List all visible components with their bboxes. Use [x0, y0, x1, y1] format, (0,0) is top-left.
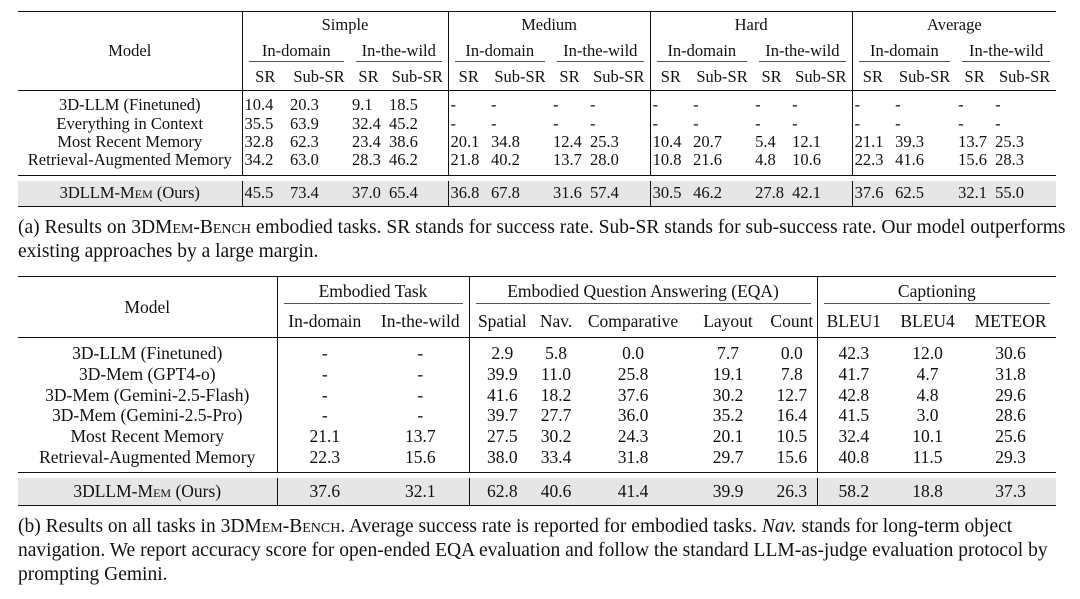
value-cell: 41.7	[817, 364, 890, 385]
value-cell: 22.3	[277, 446, 372, 467]
value-cell: 32.8	[242, 133, 288, 151]
value-cell: 25.8	[617, 364, 649, 385]
caption-b-text: -B	[282, 516, 303, 537]
model-name-cell: 3D-LLM (Finetuned)	[72, 343, 223, 364]
col-bleu4: BLEU4	[900, 311, 955, 331]
value-cell: 11.5	[912, 446, 943, 467]
value-cell: 10.6	[792, 150, 821, 170]
value-cell: -	[448, 96, 489, 114]
value-cell: 4.8	[916, 384, 939, 405]
value-cell: -	[755, 95, 761, 115]
value-cell: -	[448, 114, 489, 132]
metric-sr: SR	[559, 67, 580, 86]
value-cell: -	[958, 95, 964, 115]
value-cell: 4.8	[755, 150, 776, 170]
subgroup-in-the-wild: In-the-wild	[551, 38, 650, 64]
value-cell: 35.5	[242, 114, 288, 132]
value-cell: 32.4	[352, 113, 381, 133]
col-spatial: Spatial	[469, 306, 535, 338]
value-cell: 5.4	[755, 131, 776, 151]
value-cell: 37.6	[277, 478, 372, 506]
value-cell: -	[417, 343, 424, 364]
group-header-eqa: Embodied Question Answering (EQA)	[469, 277, 817, 307]
caption-b-italic: Nav.	[761, 516, 797, 537]
value-cell: 46.2	[389, 150, 418, 170]
group-header-medium: Medium	[448, 12, 650, 39]
metric-sub-sr: Sub-SR	[795, 67, 847, 86]
table-row	[18, 343, 1056, 364]
table-row	[18, 405, 1056, 426]
model-name-cell: 3D-Mem (GPT4-o)	[78, 364, 216, 385]
value-cell: 15.6	[404, 446, 436, 467]
subgroup-in-domain: In-domain	[852, 38, 956, 64]
value-cell: 28.0	[590, 150, 619, 170]
value-cell: 13.7	[404, 426, 436, 447]
subgroup-in-the-wild: In-the-wild	[753, 38, 852, 64]
group-header-hard: Hard	[650, 12, 852, 39]
caption-a-smallcaps: em	[172, 217, 194, 238]
metric-sub-sr: Sub-SR	[898, 67, 951, 86]
value-cell: -	[277, 405, 372, 426]
value-cell: -	[852, 96, 893, 114]
group-header-captioning: Captioning	[817, 277, 1056, 307]
value-cell: 41.4	[577, 478, 689, 506]
value-cell: 22.3	[852, 151, 893, 169]
results-table-a	[18, 11, 1056, 212]
table-row	[18, 364, 1056, 385]
value-cell: -	[650, 114, 691, 132]
value-cell: 30.2	[712, 384, 744, 405]
metric-sub-sr: Sub-SR	[293, 67, 345, 86]
model-name-cell: 3D-Mem (Gemini-2.5-Pro)	[51, 405, 243, 426]
metric-sr: SR	[964, 67, 985, 86]
caption-b-smallcaps: em	[261, 516, 283, 537]
value-cell: -	[995, 113, 1001, 133]
value-cell: -	[895, 95, 901, 115]
metric-sub-sr: Sub-SR	[998, 67, 1051, 86]
value-cell: 7.7	[717, 343, 739, 364]
value-cell: 25.3	[590, 131, 619, 151]
value-cell: 35.2	[712, 405, 744, 426]
value-cell: 45.2	[389, 113, 418, 133]
model-name-cell: 3D-LLM (Finetuned)	[58, 95, 201, 115]
model-name-cell: Most Recent Memory	[70, 426, 225, 447]
value-cell: 30.5	[650, 181, 691, 207]
model-header: Model	[18, 277, 277, 338]
value-cell: 41.5	[817, 405, 890, 426]
value-cell: 45.5	[242, 181, 288, 207]
value-cell: -	[895, 113, 901, 133]
model-name-cell: Most Recent Memory	[57, 131, 203, 151]
value-cell: 37.3	[965, 478, 1056, 506]
caption-a-text: embodied tasks. SR stands for success rate. Sub-SR stands for sub-success rate. Our model outperforms existing approaches by a large margin.	[18, 217, 1066, 262]
metric-sr: SR	[650, 64, 691, 91]
value-cell: -	[491, 95, 497, 115]
value-cell: 55.0	[993, 181, 1056, 207]
value-cell: 32.1	[372, 478, 469, 506]
value-cell: 42.3	[817, 343, 890, 364]
value-cell: 20.3	[290, 95, 319, 115]
table-row	[18, 114, 1056, 132]
value-cell: 31.8	[995, 364, 1026, 385]
value-cell: 27.7	[540, 405, 572, 426]
value-cell: 73.4	[288, 181, 350, 207]
value-cell: 10.5	[776, 426, 808, 447]
value-cell: 42.8	[817, 384, 890, 405]
value-cell: 30.6	[995, 343, 1026, 364]
value-cell: 39.9	[469, 364, 535, 385]
value-cell: 15.6	[958, 150, 987, 170]
value-cell: -	[491, 113, 497, 133]
value-cell: 42.1	[790, 181, 852, 207]
value-cell: -	[417, 364, 424, 385]
col-count: Count	[770, 311, 814, 331]
value-cell: 38.6	[389, 131, 418, 151]
value-cell: 34.8	[491, 131, 520, 151]
value-cell: 10.1	[912, 426, 943, 447]
table-a-ours	[18, 181, 1056, 207]
value-cell: 21.1	[277, 426, 372, 447]
value-cell: 25.3	[995, 131, 1024, 151]
results-table-b	[18, 276, 1056, 511]
value-cell: 46.2	[691, 181, 753, 207]
value-cell: 27.5	[469, 426, 535, 447]
value-cell: -	[277, 364, 372, 385]
model-name-cell: 3D-Mem (Gemini-2.5-Flash)	[45, 384, 250, 405]
value-cell: 29.6	[995, 384, 1026, 405]
value-cell: 7.8	[780, 364, 803, 385]
value-cell: 0.0	[780, 343, 803, 364]
value-cell: 18.2	[540, 384, 572, 405]
col-in-the-wild: In-the-wild	[380, 311, 460, 331]
value-cell: -	[553, 113, 559, 133]
value-cell: 20.1	[712, 426, 744, 447]
value-cell: 24.3	[617, 426, 649, 447]
value-cell: 41.6	[469, 384, 535, 405]
table-a-body	[18, 96, 1056, 170]
model-header: Model	[18, 12, 242, 91]
value-cell: 19.1	[712, 364, 744, 385]
value-cell: 12.1	[792, 131, 821, 151]
group-header-embodied-task: Embodied Task	[277, 277, 469, 307]
value-cell: -	[693, 113, 699, 133]
value-cell: 13.7	[958, 131, 987, 151]
value-cell: 65.4	[387, 181, 448, 207]
table-row	[18, 384, 1056, 405]
value-cell: -	[755, 113, 761, 133]
value-cell: 25.6	[995, 426, 1026, 447]
value-cell: 67.8	[489, 181, 551, 207]
value-cell: 28.6	[995, 405, 1026, 426]
caption-a-smallcaps: ench	[212, 217, 251, 238]
value-cell: 2.9	[469, 343, 535, 364]
caption-b-text: stands for long-term object navigation. We report accuracy score for open-ended EQA evaluation and follow the standard LLM-as-judge evaluation protocol by prompting Gemini.	[18, 516, 1048, 585]
value-cell: 29.3	[995, 446, 1026, 467]
col-bleu1: BLEU1	[817, 306, 890, 338]
value-cell: 0.0	[622, 343, 644, 364]
value-cell: 36.0	[617, 405, 649, 426]
col-in-domain: In-domain	[277, 306, 372, 338]
value-cell: 18.5	[389, 95, 418, 115]
model-name-cell: Retrieval-Augmented Memory	[39, 446, 256, 467]
value-cell: 37.6	[617, 384, 649, 405]
value-cell: -	[277, 384, 372, 405]
table-row	[18, 133, 1056, 151]
value-cell: 9.1	[352, 95, 373, 115]
metric-sr: SR	[761, 67, 782, 86]
caption-b-smallcaps: ench	[302, 516, 341, 537]
subgroup-in-domain: In-domain	[448, 38, 551, 64]
table-row	[18, 151, 1056, 169]
caption-a-text: (a) Results on 3DM	[18, 217, 173, 238]
value-cell: 31.8	[617, 446, 649, 467]
value-cell: 12.0	[912, 343, 943, 364]
table-b-ours	[18, 478, 1056, 506]
value-cell: -	[417, 405, 424, 426]
value-cell: 20.1	[448, 133, 489, 151]
table-b-body	[18, 343, 1056, 467]
table-row	[18, 446, 1056, 467]
value-cell: 18.8	[890, 478, 965, 506]
value-cell: 12.7	[776, 384, 808, 405]
metric-sub-sr: Sub-SR	[593, 67, 645, 86]
value-cell: -	[650, 96, 691, 114]
col-comparative: Comparative	[587, 311, 679, 331]
value-cell: 26.3	[767, 478, 817, 506]
caption-a-text: -B	[193, 217, 213, 238]
value-cell: -	[958, 113, 964, 133]
value-cell: 11.0	[541, 364, 571, 385]
value-cell: 10.4	[650, 133, 691, 151]
col-meteor: METEOR	[974, 311, 1047, 331]
caption-b	[18, 515, 1066, 587]
value-cell: 13.7	[553, 150, 582, 170]
model-name-cell: 3DLLM-Mem (Ours)	[18, 181, 242, 207]
subgroup-in-the-wild: In-the-wild	[956, 38, 1056, 64]
ours-row	[18, 478, 1056, 506]
value-cell: 62.8	[469, 478, 535, 506]
metric-sub-sr: Sub-SR	[494, 67, 546, 86]
value-cell: 38.0	[469, 446, 535, 467]
value-cell: 27.8	[753, 181, 790, 207]
value-cell: 20.7	[693, 131, 722, 151]
value-cell: 31.6	[551, 181, 588, 207]
metric-sr: SR	[852, 64, 893, 91]
col-nav: Nav.	[539, 311, 573, 331]
metric-sub-sr: Sub-SR	[391, 67, 443, 86]
value-cell: 57.4	[588, 181, 650, 207]
value-cell: 21.6	[693, 150, 722, 170]
metric-sr: SR	[242, 64, 288, 91]
value-cell: 37.6	[852, 181, 893, 207]
value-cell: 32.4	[817, 426, 890, 447]
table-row	[18, 96, 1056, 114]
value-cell: 21.8	[448, 151, 489, 169]
model-name-cell: 3DLLM-Mem (Ours)	[18, 478, 277, 506]
value-cell: 37.0	[350, 181, 387, 207]
value-cell: 30.2	[540, 426, 572, 447]
value-cell: 32.1	[956, 181, 993, 207]
subgroup-in-the-wild: In-the-wild	[350, 38, 448, 64]
value-cell: 16.4	[776, 405, 808, 426]
value-cell: 3.0	[916, 405, 939, 426]
metric-sub-sr: Sub-SR	[696, 67, 748, 86]
model-name-cell: Everything in Context	[56, 113, 204, 133]
value-cell: 58.2	[817, 478, 890, 506]
col-layout: Layout	[703, 311, 753, 331]
value-cell: -	[792, 113, 798, 133]
caption-b-text: . Average success rate is reported for embodied tasks.	[340, 516, 762, 537]
value-cell: 28.3	[352, 150, 381, 170]
value-cell: 63.9	[290, 113, 319, 133]
value-cell: 41.6	[895, 150, 924, 170]
table-row	[18, 426, 1056, 447]
group-header-simple: Simple	[242, 12, 448, 39]
group-header-average: Average	[852, 12, 1056, 39]
value-cell: 21.1	[852, 133, 893, 151]
value-cell: -	[693, 95, 699, 115]
value-cell: 29.7	[712, 446, 744, 467]
value-cell: -	[553, 95, 559, 115]
value-cell: -	[277, 343, 372, 364]
ours-row	[18, 181, 1056, 207]
value-cell: 15.6	[776, 446, 808, 467]
value-cell: 10.4	[242, 96, 288, 114]
value-cell: 62.3	[290, 131, 319, 151]
value-cell: 5.8	[545, 343, 567, 364]
value-cell: -	[852, 114, 893, 132]
metric-sr: SR	[448, 64, 489, 91]
subgroup-in-domain: In-domain	[242, 38, 350, 64]
value-cell: -	[792, 95, 798, 115]
value-cell: 12.4	[553, 131, 582, 151]
caption-a	[18, 216, 1066, 264]
value-cell: 39.7	[469, 405, 535, 426]
value-cell: 36.8	[448, 181, 489, 207]
model-name-cell: Retrieval-Augmented Memory	[27, 150, 232, 170]
metric-sr: SR	[358, 67, 379, 86]
value-cell: -	[995, 95, 1001, 115]
value-cell: 40.6	[535, 478, 577, 506]
value-cell: 23.4	[352, 131, 381, 151]
value-cell: 4.7	[916, 364, 939, 385]
value-cell: 39.9	[689, 478, 767, 506]
value-cell: 39.3	[895, 131, 924, 151]
value-cell: 34.2	[242, 151, 288, 169]
value-cell: -	[590, 95, 596, 115]
value-cell: -	[590, 113, 596, 133]
value-cell: 28.3	[995, 150, 1024, 170]
subgroup-in-domain: In-domain	[650, 38, 753, 64]
value-cell: 40.8	[817, 446, 890, 467]
value-cell: 62.5	[893, 181, 956, 207]
value-cell: -	[417, 384, 424, 405]
value-cell: 40.2	[491, 150, 520, 170]
value-cell: 33.4	[540, 446, 572, 467]
value-cell: 63.0	[290, 150, 319, 170]
value-cell: 10.8	[650, 151, 691, 169]
caption-b-text: (b) Results on all tasks in 3DM	[18, 516, 262, 537]
